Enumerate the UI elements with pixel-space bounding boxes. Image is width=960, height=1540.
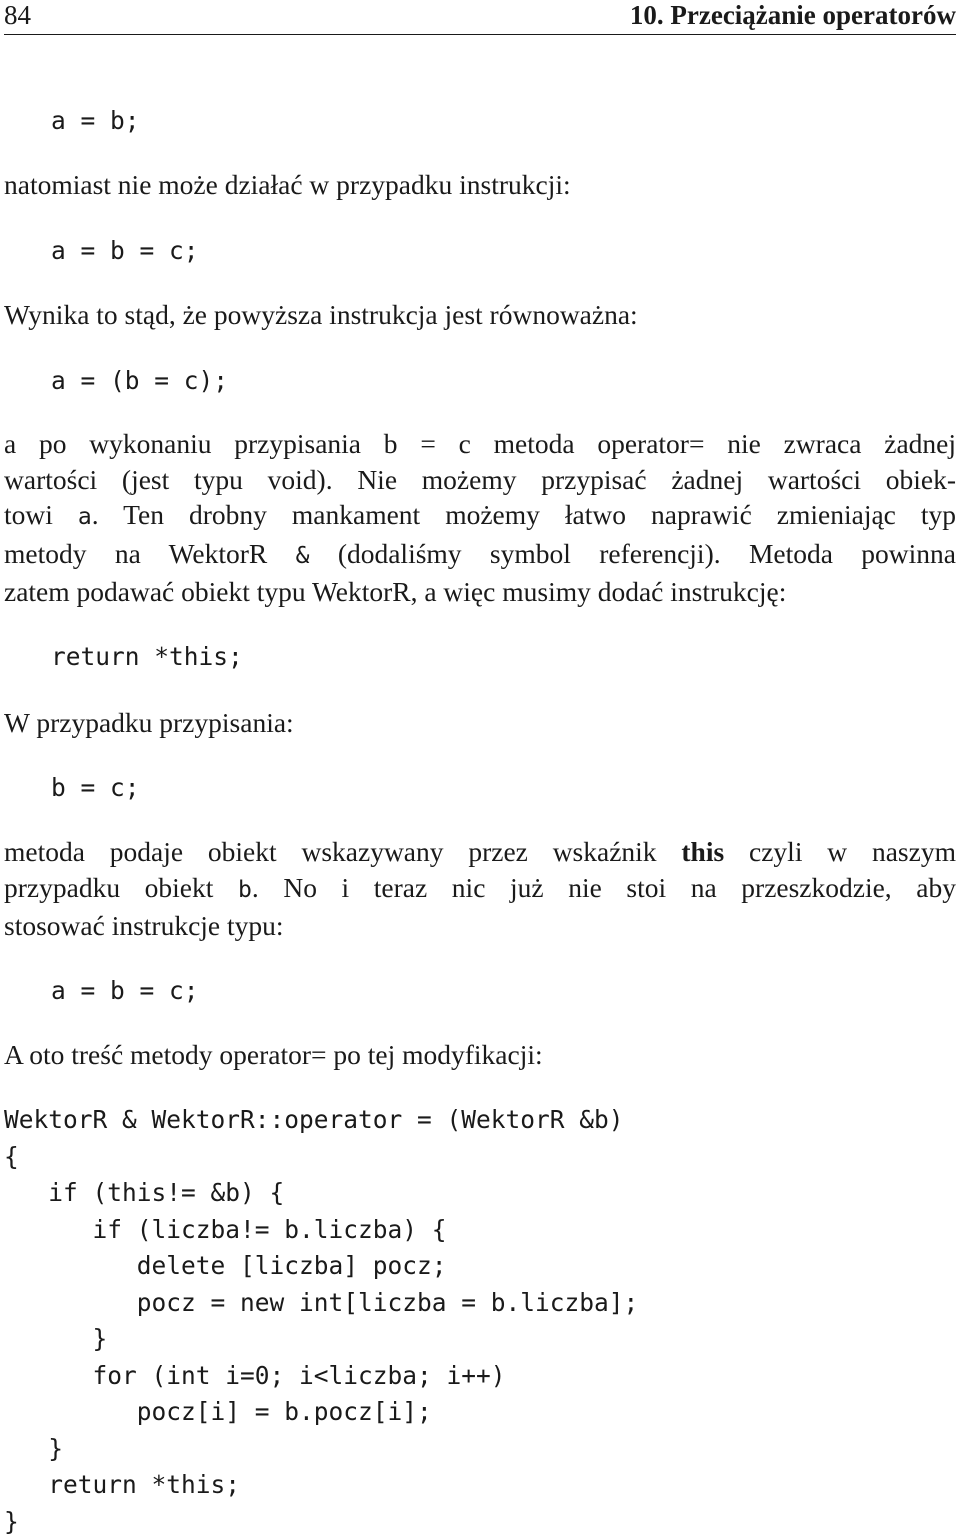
paragraph-3-line-2: wartości (jest typu void). Nie możemy przypisać żadnej wartości obiek-	[4, 463, 956, 495]
code-line: for (int i=0; i<liczba; i++)	[4, 1360, 506, 1390]
code-line: }	[4, 1324, 108, 1353]
code-line: if (liczba!= b.liczba) {	[4, 1214, 447, 1244]
text-run: . No i teraz nic już nie stoi na przeszkodzie, aby	[251, 871, 956, 903]
code-line: delete [liczba] pocz;	[4, 1251, 447, 1280]
code-line: if (this!= &b) {	[4, 1178, 285, 1207]
chapter-title: 10. Przeciążanie operatorów	[629, 0, 956, 30]
paragraph-3-line-1: a po wykonaniu przypisania b = c metoda operator= nie zwraca żadnej	[4, 428, 956, 459]
inline-code: a	[77, 504, 92, 530]
paragraph-2: Wynika to stąd, że powyższa instrukcja jest równoważna:	[4, 299, 638, 330]
paragraph-4: W przypadku przypisania:	[4, 707, 294, 738]
code-line: pocz = new int[liczba = b.liczba];	[4, 1287, 639, 1317]
paragraph-6: A oto treść metody operator= po tej modyfikacji:	[4, 1039, 543, 1070]
code-line: }	[4, 1433, 64, 1463]
code-line: WektorR & WektorR::operator = (WektorR &b)	[4, 1105, 624, 1134]
paragraph-3-line-3	[4, 497, 956, 536]
code-snippet-return: return *this;	[51, 642, 243, 671]
inline-code: &	[295, 542, 310, 569]
text-run: czyli w naszym	[724, 836, 956, 867]
text-run: . Ten drobny mankament możemy łatwo naprawić zmieniając typ	[91, 499, 957, 530]
code-line: return *this;	[4, 1470, 241, 1499]
text-run: metoda podaje obiekt wskazywany przez wskaźnik	[4, 836, 682, 867]
text-run: (dodaliśmy symbol referencji). Metoda powinna	[309, 537, 957, 569]
paragraph-5-line-1	[4, 834, 956, 870]
text-run: metody na WektorR	[4, 537, 296, 569]
paragraph-5-line-3: stosować instrukcje typu:	[4, 910, 284, 941]
code-snippet-chain-again: a = b = c;	[51, 976, 199, 1005]
code-line: pocz[i] = b.pocz[i];	[4, 1397, 432, 1426]
paragraph-5-line-2	[4, 870, 956, 909]
code-snippet-chain: a = b = c;	[51, 236, 199, 265]
code-snippet-parenthesized: a = (b = c);	[51, 366, 229, 395]
page-number: 84	[4, 0, 31, 30]
running-header	[4, 0, 956, 35]
code-snippet-b-equals-c: b = c;	[51, 773, 140, 802]
inline-code: b	[238, 876, 252, 903]
paragraph-1: natomiast nie może działać w przypadku instrukcji:	[4, 169, 571, 200]
code-line: }	[4, 1506, 19, 1536]
paragraph-3-line-5: zatem podawać obiekt typu WektorR, a więc musimy dodać instrukcję:	[4, 576, 787, 607]
paragraph-5	[4, 834, 956, 944]
code-line: {	[4, 1141, 19, 1171]
bold-keyword: this	[681, 836, 725, 867]
paragraph-3-line-4	[4, 536, 956, 575]
text-run: przypadku obiekt	[4, 871, 239, 903]
text-run: towi	[4, 499, 78, 530]
code-snippet-assign: a = b;	[51, 106, 140, 135]
paragraph-3	[4, 426, 956, 610]
